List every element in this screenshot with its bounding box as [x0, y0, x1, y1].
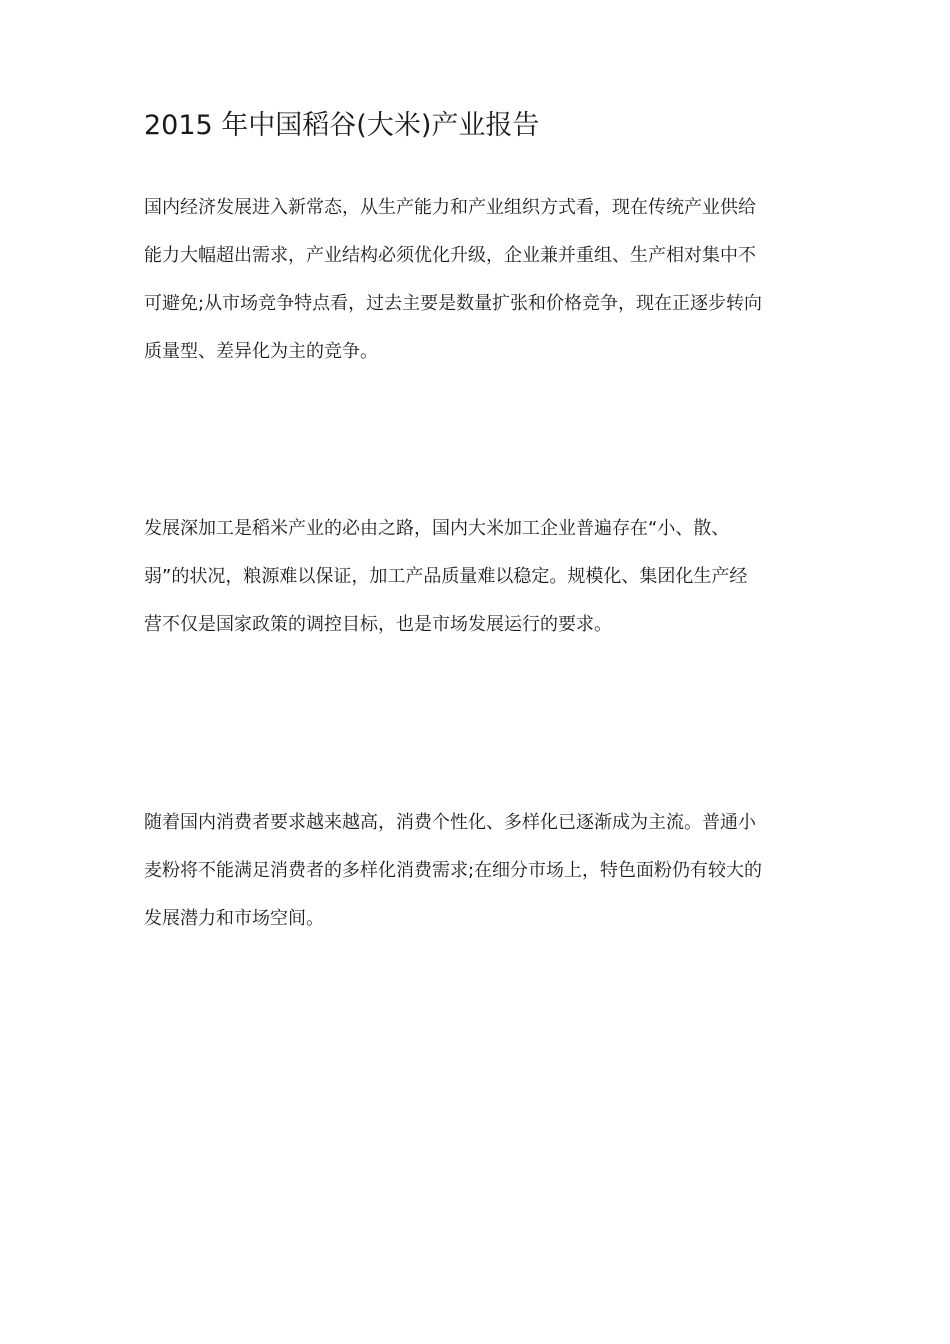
paragraph-line: 营不仅是国家政策的调控目标，也是市场发展运行的要求。: [144, 614, 612, 635]
document-title: 2015 年中国稻谷(大米)产业报告: [144, 110, 540, 141]
paragraph-line: 弱”的状况，粮源难以保证，加工产品质量难以稳定。规模化、集团化生产经: [144, 566, 748, 587]
paragraph-3: [144, 799, 800, 943]
paragraph-line: 质量型、差异化为主的竞争。: [144, 341, 378, 362]
paragraph-line: 发展潜力和市场空间。: [144, 908, 324, 929]
paragraph-line: 发展深加工是稻米产业的必由之路，国内大米加工企业普遍存在“小、散、: [144, 518, 730, 539]
paragraph-line: 随着国内消费者要求越来越高，消费个性化、多样化已逐渐成为主流。普通小: [144, 812, 756, 833]
paragraph-line: 国内经济发展进入新常态，从生产能力和产业组织方式看，现在传统产业供给: [144, 197, 756, 218]
paragraph-line: 能力大幅超出需求，产业结构必须优化升级，企业兼并重组、生产相对集中不: [144, 245, 756, 266]
paragraph-line: 可避免;从市场竞争特点看，过去主要是数量扩张和价格竞争，现在正逐步转向: [144, 293, 763, 314]
paragraph-2: [144, 505, 800, 649]
paragraph-1: [144, 184, 800, 376]
paragraph-line: 麦粉将不能满足消费者的多样化消费需求;在细分市场上，特色面粉仍有较大的: [144, 860, 763, 881]
